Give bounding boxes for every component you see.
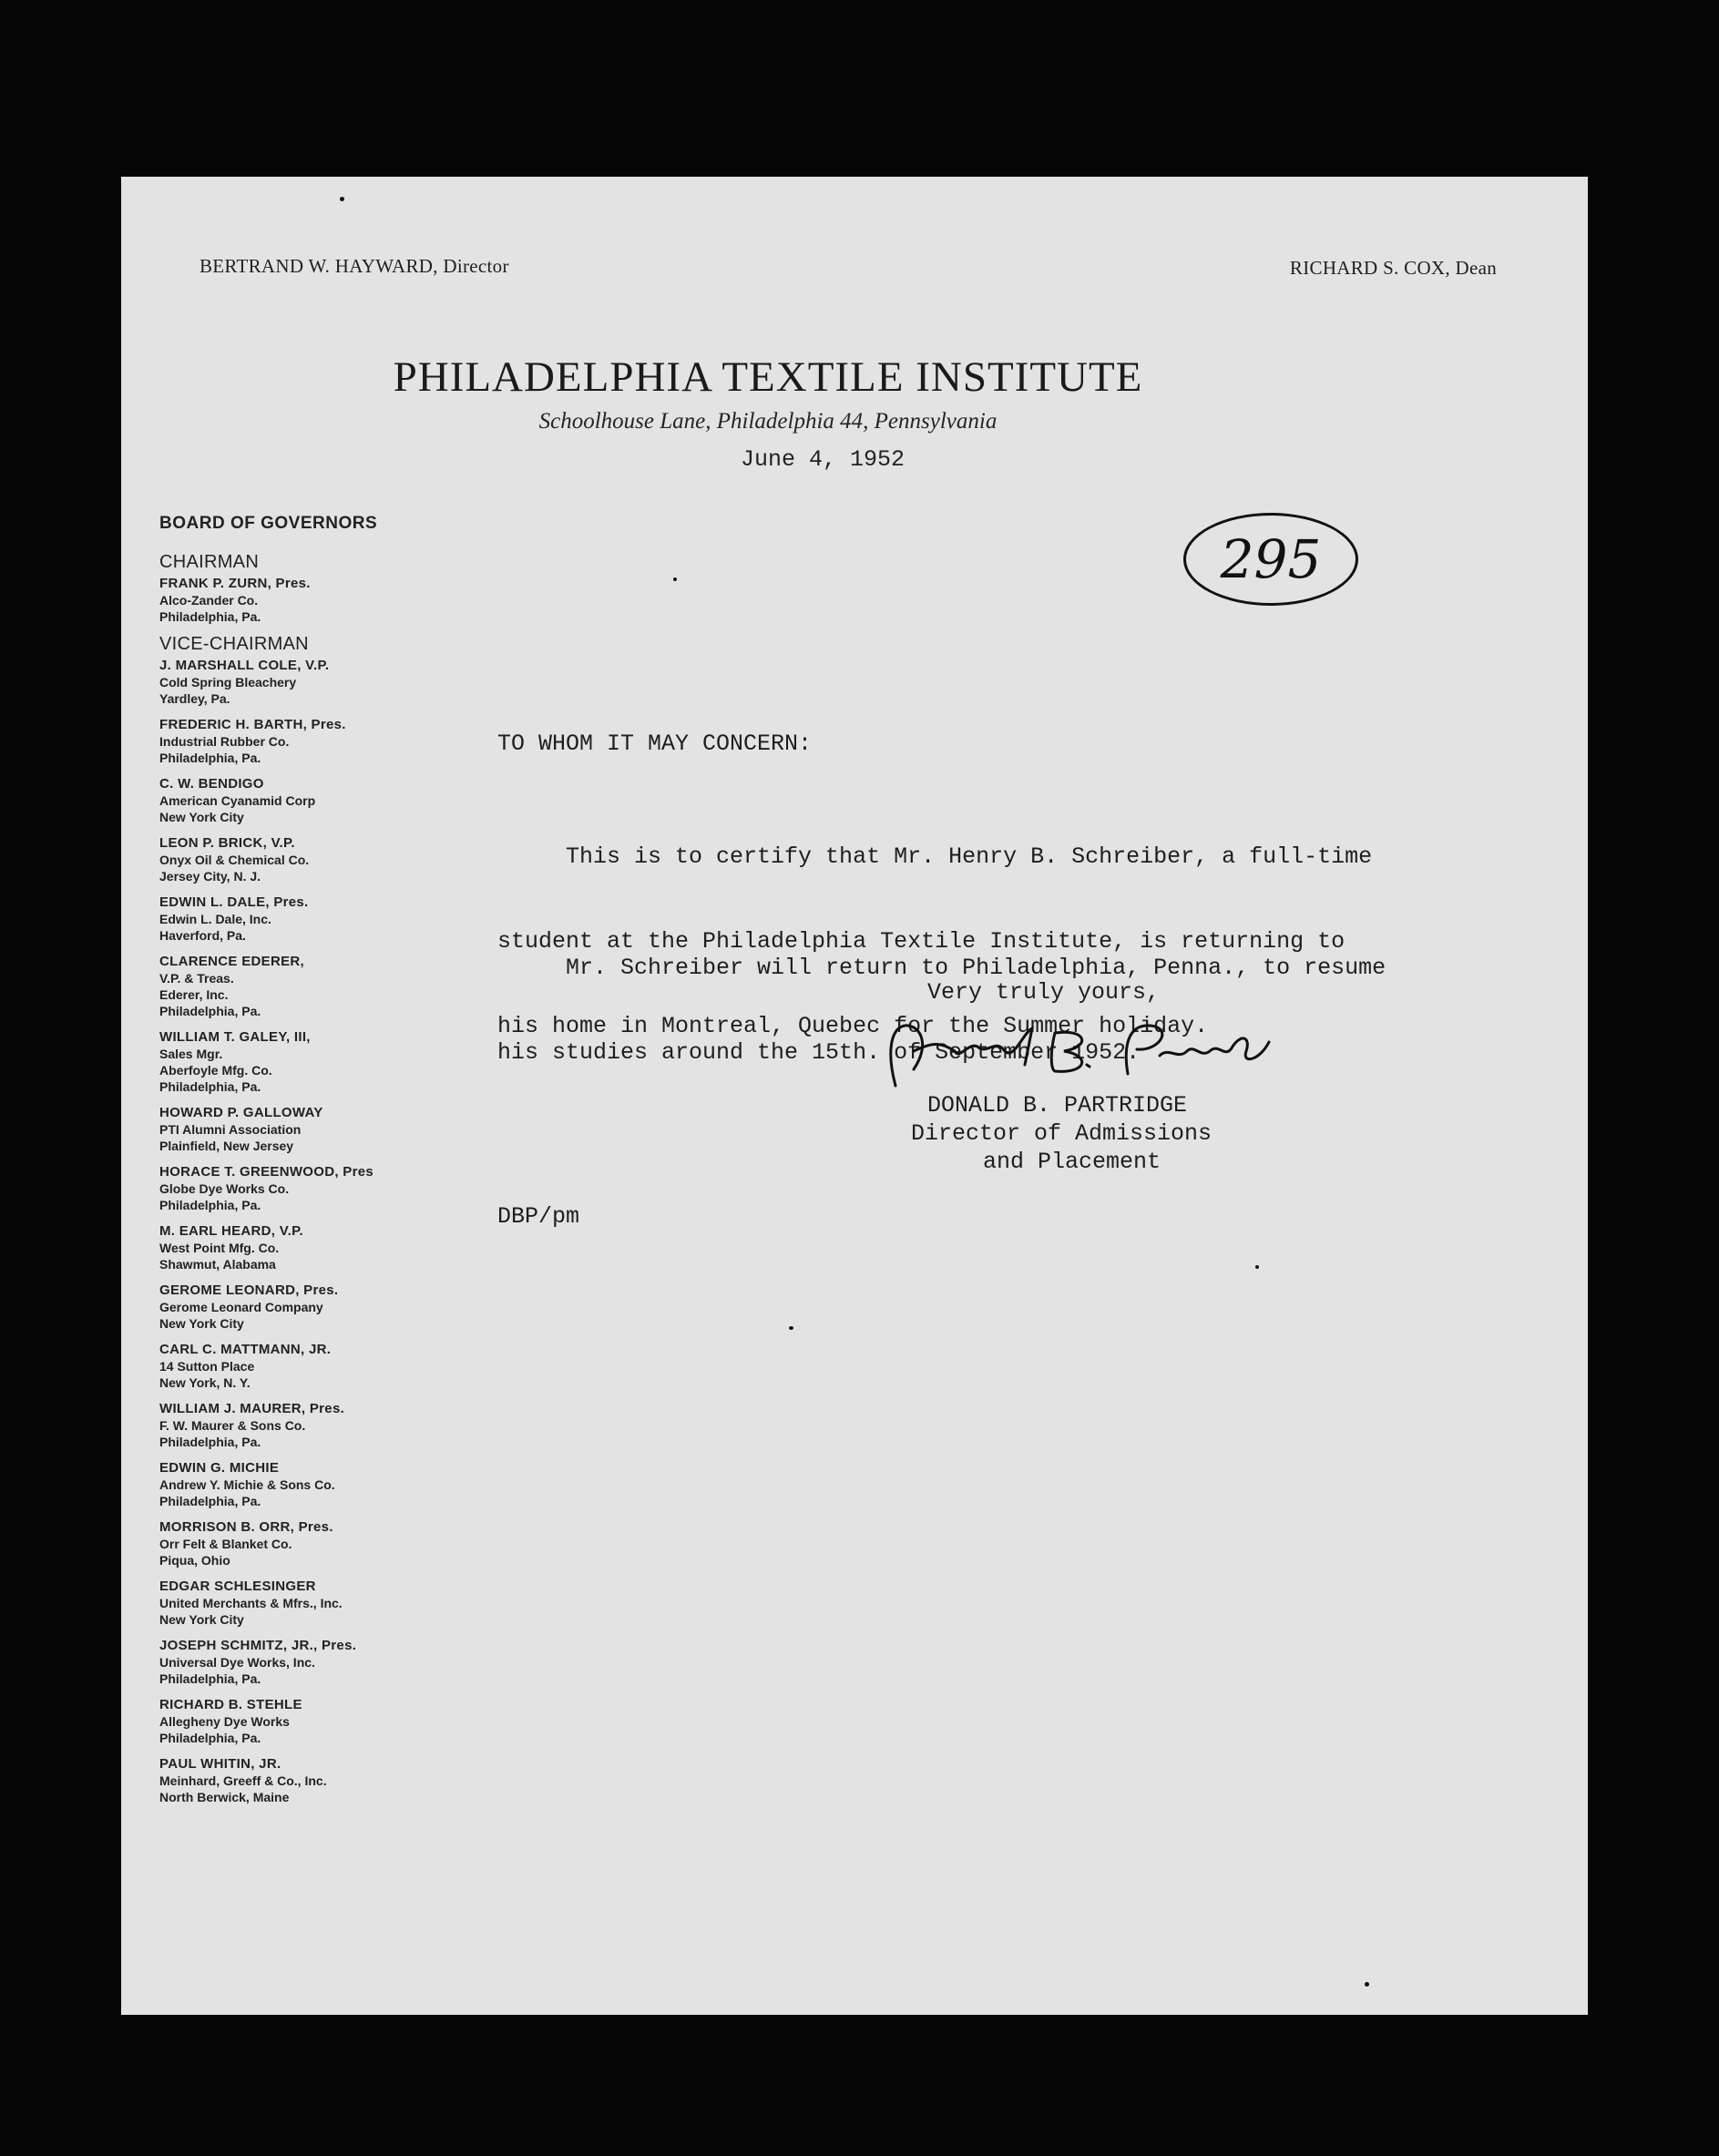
signer-name: DONALD B. PARTRIDGE [927,1092,1188,1119]
board-member: WILLIAM T. GALEY, III, Sales Mgr. Aberfoyle Mfg. Co. Philadelphia, Pa. [159,1029,311,1094]
signer-title: Director of Admissions [911,1120,1213,1147]
file-number: 295 [1220,528,1322,590]
closing: Very truly yours, [927,979,1161,1006]
board-member: JOSEPH SCHMITZ, JR., Pres. Universal Dye Works, Inc. Philadelphia, Pa. [159,1638,357,1686]
vice-chairman-entry: J. MARSHALL COLE, V.P. Cold Spring Bleachery Yardley, Pa. [159,658,330,706]
board-member: PAUL WHITIN, JR. Meinhard, Greeff & Co., Inc. North Berwick, Maine [159,1756,327,1804]
institution-address: Schoolhouse Lane, Philadelphia 44, Pennsylvania [538,409,998,434]
board-member: WILLIAM J. MAURER, Pres. F. W. Maurer & Sons Co. Philadelphia, Pa. [159,1401,345,1449]
vice-chairman-label: VICE-CHAIRMAN [159,634,309,654]
board-member: MORRISON B. ORR, Pres. Orr Felt & Blanket Co. Piqua, Ohio [159,1519,333,1568]
paper-speck [789,1326,793,1330]
letter-date: June 4, 1952 [741,446,906,473]
dean-line: RICHARD S. COX, Dean [1289,257,1497,279]
board-member: LEON P. BRICK, V.P. Onyx Oil & Chemical Co. Jersey City, N. J. [159,835,310,884]
board-member: EDGAR SCHLESINGER United Merchants & Mfrs., Inc. New York City [159,1579,343,1627]
paragraph-2: Mr. Schreiber will return to Philadelphia, Penna., to resume his studies around the 15th. of September 1952. [497,955,1386,1066]
board-member: FREDERIC H. BARTH, Pres. Industrial Rubber Co. Philadelphia, Pa. [159,717,346,765]
board-list [159,552,433,1814]
board-member: GEROME LEONARD, Pres. Gerome Leonard Company New York City [159,1282,339,1331]
chairman-label: CHAIRMAN [159,552,260,572]
board-heading: BOARD OF GOVERNORS [159,514,378,533]
file-number-stamp [1183,513,1358,606]
paragraph-1: This is to certify that Mr. Henry B. Schreiber, a full-time student at the Philadelphia Textile Institute, is returning to his home in Montreal, Quebec for the Summer holiday. [497,843,1373,1039]
paper-speck [340,197,344,201]
board-member: EDWIN L. DALE, Pres. Edwin L. Dale, Inc. Haverford, Pa. [159,894,309,943]
board-members [159,716,433,1805]
paper-speck [1255,1265,1259,1269]
board-member: EDWIN G. MICHIE Andrew Y. Michie & Sons Co. Philadelphia, Pa. [159,1460,335,1508]
board-member: C. W. BENDIGO American Cyanamid Corp New York City [159,776,316,824]
typist-initials: DBP/pm [497,1203,580,1230]
board-member: HORACE T. GREENWOOD, Pres Globe Dye Works Co. Philadelphia, Pa. [159,1164,374,1212]
director-line: BERTRAND W. HAYWARD, Director [200,255,509,277]
board-member: HOWARD P. GALLOWAY PTI Alumni Association Plainfield, New Jersey [159,1105,323,1153]
paper-speck [673,577,677,581]
board-member: CARL C. MATTMANN, JR. 14 Sutton Place New York, N. Y. [159,1342,332,1390]
salutation: TO WHOM IT MAY CONCERN: [497,731,813,757]
board-member: M. EARL HEARD, V.P. West Point Mfg. Co. Shawmut, Alabama [159,1223,303,1272]
institution-name: PHILADELPHIA TEXTILE INSTITUTE [393,353,1143,401]
handwritten-signature [868,1015,1287,1097]
board-member: RICHARD B. STEHLE Allegheny Dye Works Philadelphia, Pa. [159,1697,302,1745]
chairman-entry: FRANK P. ZURN, Pres. Alco-Zander Co. Philadelphia, Pa. [159,576,311,624]
letter-page [121,177,1588,2015]
signer-title-2: and Placement [983,1149,1161,1175]
paper-speck [1365,1982,1369,1987]
board-member: CLARENCE EDERER, V.P. & Treas. Ederer, Inc. Philadelphia, Pa. [159,954,304,1018]
